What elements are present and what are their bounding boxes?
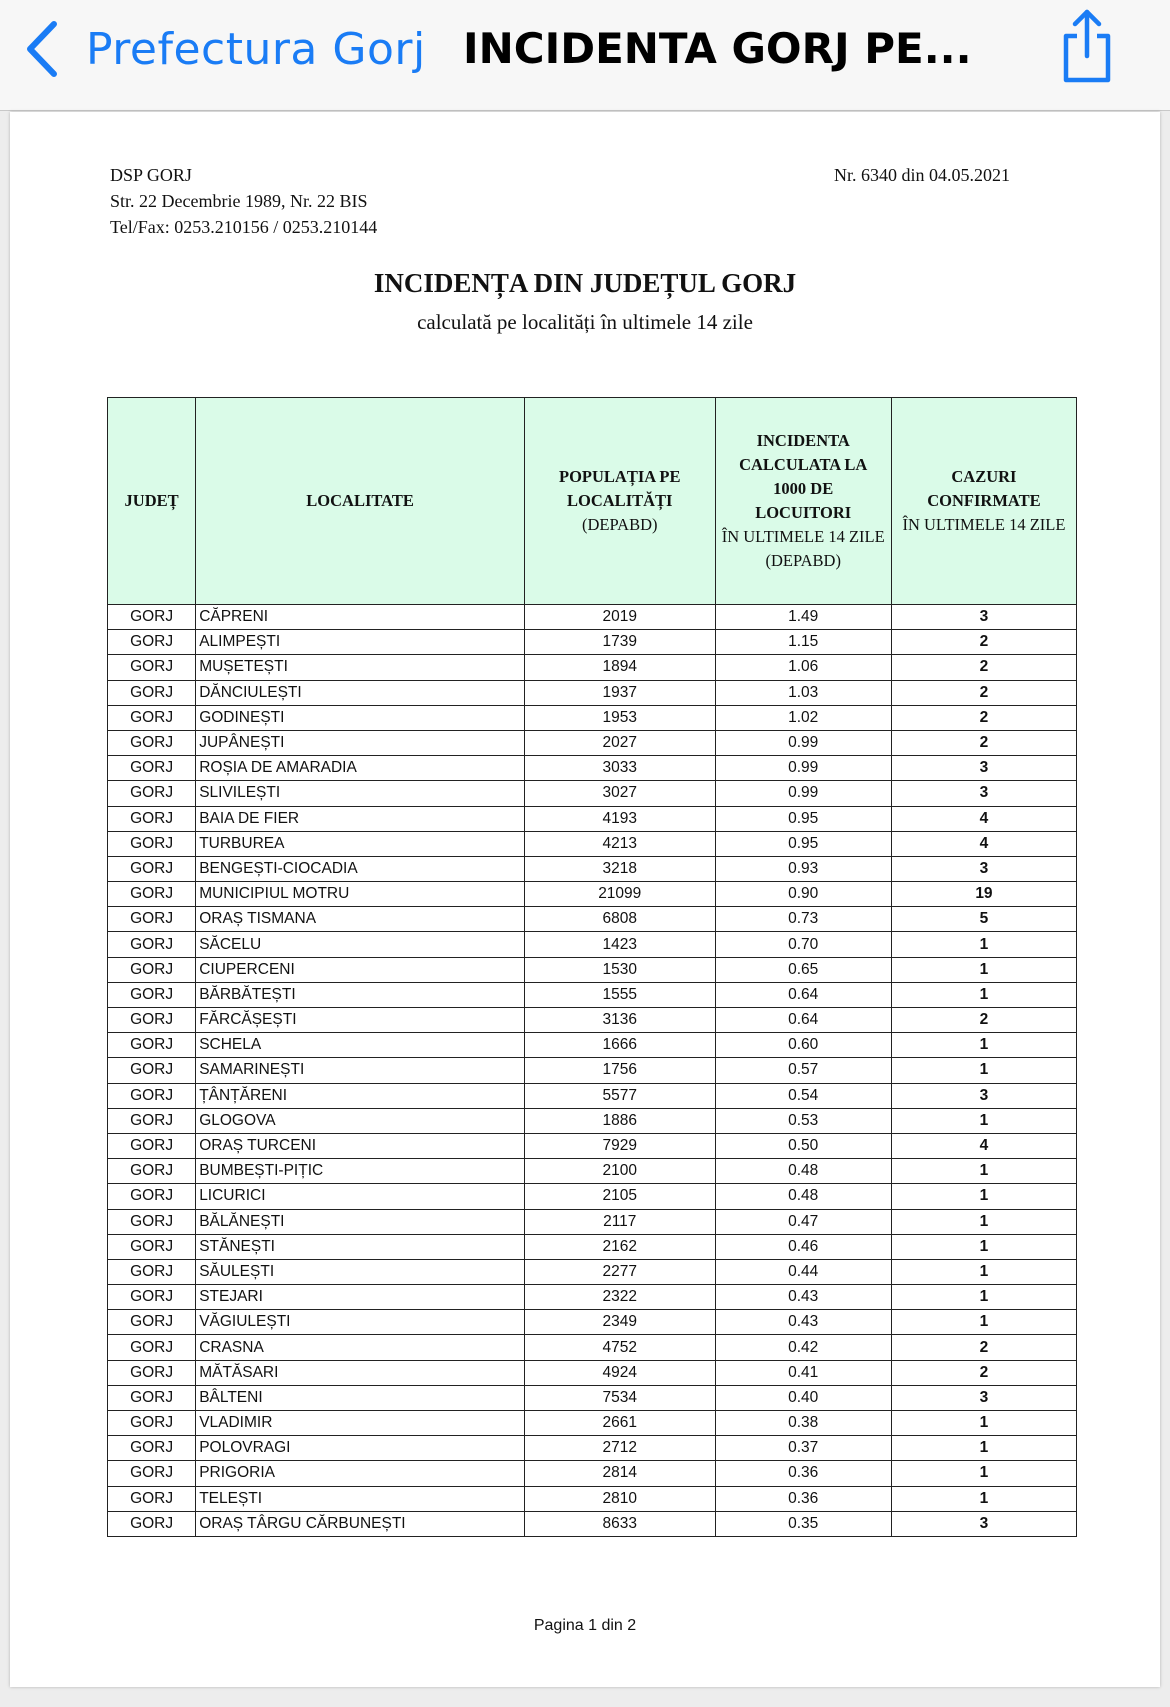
table-row [108,1461,1077,1486]
cell-localitate: BĂRBĂTEȘTI [196,982,525,1007]
table-row [108,730,1077,755]
table-row [108,1008,1077,1033]
cell-localitate: PRIGORIA [196,1461,525,1486]
column-header-populatie: POPULAȚIA PE LOCALITĂȚI (DEPABD) [524,398,715,605]
table-row [108,957,1077,982]
cell-populatie: 4924 [524,1360,715,1385]
incidence-table [107,397,1077,1537]
page-title: INCIDENȚA DIN JUDEȚUL GORJ [373,268,797,298]
cell-populatie: 1530 [524,957,715,982]
table-header-row [108,398,1077,605]
cell-incidenta: 1.15 [715,630,891,655]
column-header-cazuri: CAZURI CONFIRMATE ÎN ULTIMELE 14 ZILE [891,398,1076,605]
cell-populatie: 2712 [524,1436,715,1461]
cell-judet: GORJ [108,1159,196,1184]
cell-incidenta: 0.53 [715,1108,891,1133]
cell-judet: GORJ [108,1033,196,1058]
cell-cazuri: 1 [891,1108,1076,1133]
cell-incidenta: 0.40 [715,1385,891,1410]
cell-judet: GORJ [108,730,196,755]
cell-localitate: GODINEȘTI [196,705,525,730]
table-row [108,1335,1077,1360]
cell-judet: GORJ [108,655,196,680]
cell-populatie: 1937 [524,680,715,705]
cell-populatie: 2349 [524,1310,715,1335]
cell-incidenta: 0.54 [715,1083,891,1108]
cell-cazuri: 2 [891,730,1076,755]
cell-cazuri: 3 [891,781,1076,806]
cell-incidenta: 0.95 [715,806,891,831]
cell-localitate: MUȘETEȘTI [196,655,525,680]
cell-incidenta: 0.99 [715,730,891,755]
table-row [108,982,1077,1007]
cell-judet: GORJ [108,1209,196,1234]
cell-localitate: POLOVRAGI [196,1436,525,1461]
column-header-incidenta: INCIDENTA CALCULATA LA 1000 DE LOCUITORI ÎN ULTIMELE 14 ZILE (DEPABD) [715,398,891,605]
cell-judet: GORJ [108,1259,196,1284]
table-row [108,932,1077,957]
cell-cazuri: 2 [891,705,1076,730]
cell-judet: GORJ [108,1008,196,1033]
cell-populatie: 4752 [524,1335,715,1360]
cell-judet: GORJ [108,1511,196,1536]
cell-localitate: STEJARI [196,1285,525,1310]
cell-incidenta: 0.99 [715,781,891,806]
cell-populatie: 2027 [524,730,715,755]
cell-localitate: CRASNA [196,1335,525,1360]
cell-localitate: VLADIMIR [196,1411,525,1436]
cell-localitate: VĂGIULEȘTI [196,1310,525,1335]
cell-judet: GORJ [108,756,196,781]
back-button[interactable] [22,14,426,84]
column-header-judet: JUDEȚ [108,398,196,605]
cell-judet: GORJ [108,705,196,730]
table-row [108,1310,1077,1335]
table-row [108,1259,1077,1284]
cell-populatie: 2277 [524,1259,715,1284]
table-row [108,655,1077,680]
cell-cazuri: 3 [891,1083,1076,1108]
table-row [108,781,1077,806]
table-row [108,882,1077,907]
cell-cazuri: 1 [891,1058,1076,1083]
cell-cazuri: 1 [891,1209,1076,1234]
cell-populatie: 5577 [524,1083,715,1108]
cell-populatie: 1555 [524,982,715,1007]
pdf-page [10,112,1160,1687]
cell-populatie: 1423 [524,932,715,957]
cell-judet: GORJ [108,982,196,1007]
cell-localitate: BAIA DE FIER [196,806,525,831]
table-row [108,856,1077,881]
cell-populatie: 1666 [524,1033,715,1058]
cell-judet: GORJ [108,1385,196,1410]
table-row [108,1083,1077,1108]
document-title: INCIDENTA GORJ PE... [463,24,972,73]
cell-localitate: ROȘIA DE AMARADIA [196,756,525,781]
cell-populatie: 2105 [524,1184,715,1209]
cell-localitate: FĂRCĂȘEȘTI [196,1008,525,1033]
cell-localitate: MĂTĂSARI [196,1360,525,1385]
cell-populatie: 3027 [524,781,715,806]
cell-incidenta: 0.36 [715,1461,891,1486]
cell-cazuri: 1 [891,1461,1076,1486]
cell-judet: GORJ [108,1486,196,1511]
cell-incidenta: 0.38 [715,1411,891,1436]
cell-cazuri: 2 [891,680,1076,705]
table-row [108,705,1077,730]
cell-cazuri: 1 [891,1411,1076,1436]
sender-block [110,162,377,240]
cell-localitate: ALIMPEȘTI [196,630,525,655]
table-row [108,680,1077,705]
back-button-label[interactable]: Prefectura Gorj [86,23,426,75]
cell-cazuri: 1 [891,932,1076,957]
table-body [108,605,1077,1537]
share-icon[interactable] [1057,8,1117,84]
cell-localitate: MUNICIPIUL MOTRU [196,882,525,907]
cell-judet: GORJ [108,1058,196,1083]
table-row [108,1486,1077,1511]
cell-judet: GORJ [108,1285,196,1310]
cell-incidenta: 0.42 [715,1335,891,1360]
table-row [108,806,1077,831]
cell-localitate: TELEȘTI [196,1486,525,1511]
cell-populatie: 3218 [524,856,715,881]
table-row [108,1133,1077,1158]
cell-cazuri: 1 [891,1436,1076,1461]
cell-populatie: 21099 [524,882,715,907]
cell-judet: GORJ [108,781,196,806]
cell-populatie: 3136 [524,1008,715,1033]
column-header-localitate: LOCALITATE [196,398,525,605]
table-row [108,1058,1077,1083]
cell-judet: GORJ [108,882,196,907]
table-row [108,1234,1077,1259]
cell-localitate: DĂNCIULEȘTI [196,680,525,705]
cell-localitate: SAMARINEȘTI [196,1058,525,1083]
cell-cazuri: 3 [891,1385,1076,1410]
cell-localitate: CIUPERCENI [196,957,525,982]
cell-incidenta: 0.48 [715,1184,891,1209]
cell-judet: GORJ [108,1083,196,1108]
cell-judet: GORJ [108,1184,196,1209]
table-row [108,756,1077,781]
cell-cazuri: 3 [891,1511,1076,1536]
cell-incidenta: 0.43 [715,1285,891,1310]
cell-incidenta: 0.60 [715,1033,891,1058]
cell-localitate: ORAȘ TÂRGU CĂRBUNEȘTI [196,1511,525,1536]
cell-cazuri: 19 [891,882,1076,907]
cell-incidenta: 0.36 [715,1486,891,1511]
sender-address: Str. 22 Decembrie 1989, Nr. 22 BIS [110,191,368,211]
cell-judet: GORJ [108,907,196,932]
cell-populatie: 1886 [524,1108,715,1133]
cell-judet: GORJ [108,1436,196,1461]
cell-incidenta: 0.44 [715,1259,891,1284]
cell-populatie: 2810 [524,1486,715,1511]
cell-localitate: SĂCELU [196,932,525,957]
cell-cazuri: 2 [891,1360,1076,1385]
cell-judet: GORJ [108,957,196,982]
cell-localitate: ȚÂNȚĂRENI [196,1083,525,1108]
table-row [108,1411,1077,1436]
cell-incidenta: 0.65 [715,957,891,982]
cell-incidenta: 1.49 [715,605,891,630]
cell-localitate: BÂLTENI [196,1385,525,1410]
table-row [108,1159,1077,1184]
cell-cazuri: 1 [891,1310,1076,1335]
cell-populatie: 4193 [524,806,715,831]
cell-cazuri: 1 [891,1285,1076,1310]
cell-judet: GORJ [108,806,196,831]
cell-cazuri: 1 [891,1159,1076,1184]
cell-incidenta: 1.02 [715,705,891,730]
cell-cazuri: 1 [891,1259,1076,1284]
table-row [108,1511,1077,1536]
table-row [108,1285,1077,1310]
table-row [108,1209,1077,1234]
cell-populatie: 7929 [524,1133,715,1158]
cell-localitate: SĂULEȘTI [196,1259,525,1284]
cell-localitate: LICURICI [196,1184,525,1209]
cell-incidenta: 0.35 [715,1511,891,1536]
page-number: Pagina 1 din 2 [533,1617,637,1634]
cell-localitate: BĂLĂNEȘTI [196,1209,525,1234]
cell-localitate: ORAȘ TISMANA [196,907,525,932]
cell-incidenta: 0.46 [715,1234,891,1259]
table-row [108,831,1077,856]
cell-cazuri: 2 [891,1008,1076,1033]
cell-localitate: BUMBEȘTI-PIȚIC [196,1159,525,1184]
cell-localitate: STĂNEȘTI [196,1234,525,1259]
cell-cazuri: 2 [891,655,1076,680]
cell-populatie: 4213 [524,831,715,856]
cell-populatie: 2814 [524,1461,715,1486]
document-number: Nr. 6340 din 04.05.2021 [833,165,1010,185]
cell-cazuri: 1 [891,1184,1076,1209]
cell-incidenta: 0.99 [715,756,891,781]
cell-cazuri: 4 [891,806,1076,831]
table-row [108,1360,1077,1385]
cell-incidenta: 0.73 [715,907,891,932]
cell-populatie: 8633 [524,1511,715,1536]
cell-incidenta: 0.43 [715,1310,891,1335]
cell-populatie: 2117 [524,1209,715,1234]
cell-populatie: 2100 [524,1159,715,1184]
cell-judet: GORJ [108,630,196,655]
cell-incidenta: 0.50 [715,1133,891,1158]
cell-judet: GORJ [108,1108,196,1133]
cell-judet: GORJ [108,1461,196,1486]
cell-judet: GORJ [108,1234,196,1259]
cell-incidenta: 0.41 [715,1360,891,1385]
table-row [108,630,1077,655]
cell-judet: GORJ [108,932,196,957]
cell-localitate: GLOGOVA [196,1108,525,1133]
cell-judet: GORJ [108,856,196,881]
cell-cazuri: 4 [891,1133,1076,1158]
cell-judet: GORJ [108,1310,196,1335]
cell-cazuri: 5 [891,907,1076,932]
cell-cazuri: 3 [891,756,1076,781]
cell-judet: GORJ [108,605,196,630]
cell-populatie: 3033 [524,756,715,781]
cell-incidenta: 0.47 [715,1209,891,1234]
cell-localitate: TURBUREA [196,831,525,856]
cell-localitate: CĂPRENI [196,605,525,630]
page-subtitle: calculată pe localități în ultimele 14 zile [417,310,753,334]
table-row [108,907,1077,932]
cell-localitate: SCHELA [196,1033,525,1058]
cell-judet: GORJ [108,1133,196,1158]
cell-localitate: SLIVILEȘTI [196,781,525,806]
cell-populatie: 2162 [524,1234,715,1259]
cell-cazuri: 3 [891,856,1076,881]
navigation-bar [0,0,1170,111]
cell-cazuri: 1 [891,1486,1076,1511]
cell-cazuri: 2 [891,1335,1076,1360]
chevron-left-icon [22,14,66,84]
cell-incidenta: 0.70 [715,932,891,957]
table-row [108,1033,1077,1058]
cell-cazuri: 3 [891,605,1076,630]
cell-judet: GORJ [108,1360,196,1385]
cell-cazuri: 1 [891,1033,1076,1058]
cell-populatie: 7534 [524,1385,715,1410]
cell-populatie: 1756 [524,1058,715,1083]
cell-cazuri: 1 [891,1234,1076,1259]
cell-incidenta: 1.03 [715,680,891,705]
cell-judet: GORJ [108,831,196,856]
cell-incidenta: 0.57 [715,1058,891,1083]
cell-populatie: 1739 [524,630,715,655]
cell-localitate: JUPÂNEȘTI [196,730,525,755]
cell-incidenta: 0.64 [715,1008,891,1033]
sender-name: DSP GORJ [110,165,192,185]
table-row [108,605,1077,630]
cell-localitate: BENGEȘTI-CIOCADIA [196,856,525,881]
cell-incidenta: 1.06 [715,655,891,680]
cell-populatie: 1953 [524,705,715,730]
cell-populatie: 1894 [524,655,715,680]
cell-judet: GORJ [108,680,196,705]
cell-incidenta: 0.37 [715,1436,891,1461]
cell-populatie: 2322 [524,1285,715,1310]
cell-populatie: 2019 [524,605,715,630]
cell-incidenta: 0.48 [715,1159,891,1184]
table-row [108,1184,1077,1209]
cell-populatie: 2661 [524,1411,715,1436]
table-row [108,1108,1077,1133]
cell-cazuri: 2 [891,630,1076,655]
cell-cazuri: 1 [891,982,1076,1007]
cell-judet: GORJ [108,1335,196,1360]
cell-incidenta: 0.95 [715,831,891,856]
table-row [108,1436,1077,1461]
cell-incidenta: 0.64 [715,982,891,1007]
cell-localitate: ORAȘ TURCENI [196,1133,525,1158]
cell-cazuri: 4 [891,831,1076,856]
cell-populatie: 6808 [524,907,715,932]
table-row [108,1385,1077,1410]
sender-phone: Tel/Fax: 0253.210156 / 0253.210144 [110,217,378,237]
cell-cazuri: 1 [891,957,1076,982]
cell-incidenta: 0.93 [715,856,891,881]
cell-incidenta: 0.90 [715,882,891,907]
cell-judet: GORJ [108,1411,196,1436]
